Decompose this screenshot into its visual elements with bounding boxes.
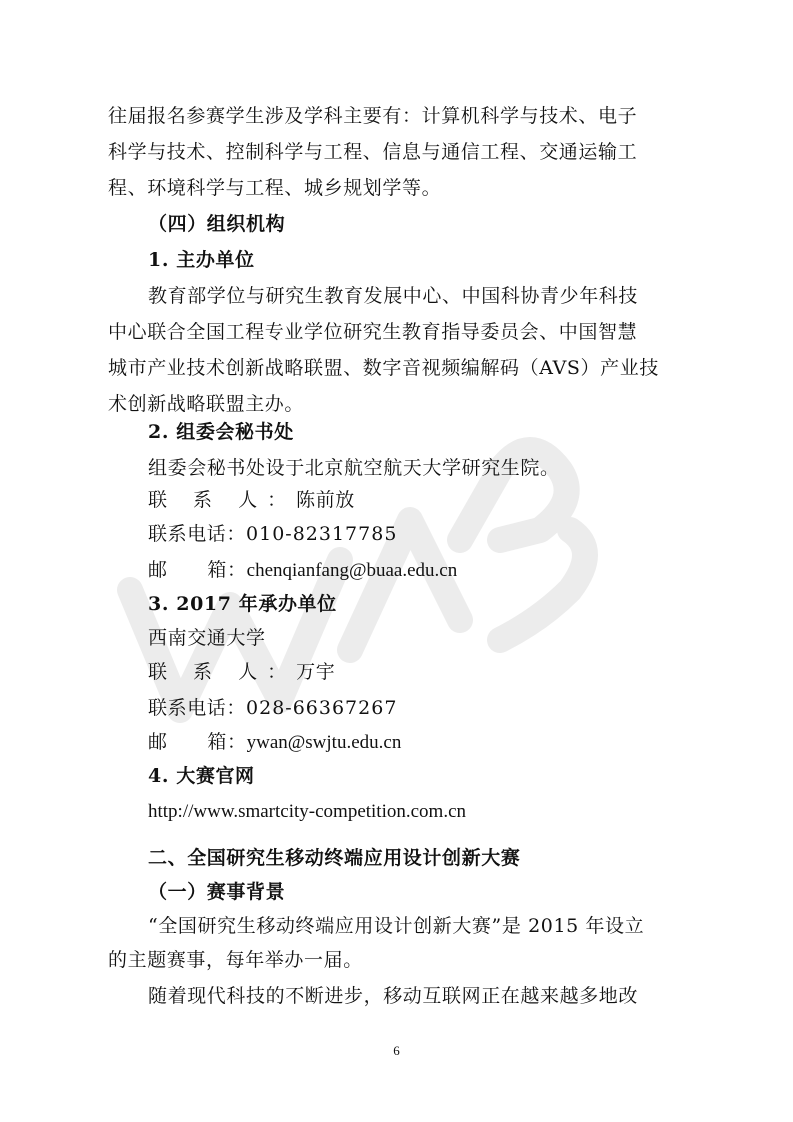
contact-value: 陈前放	[296, 489, 355, 511]
text-line: 中心联合全国工程专业学位研究生教育指导委员会、中国智慧	[108, 321, 638, 343]
email-value: chenqianfang@buaa.edu.cn	[246, 560, 458, 581]
text-line: 往届报名参赛学生涉及学科主要有：计算机科学与技术、电子	[108, 105, 638, 127]
page-number: 6	[393, 1043, 400, 1058]
text-line: 西南交通大学	[148, 627, 266, 649]
phone-value: 028-66367267	[246, 697, 398, 719]
email-label: 邮 箱：	[148, 731, 247, 753]
contact-row	[148, 660, 335, 684]
heading-secretariat: 2. 组委会秘书处	[148, 421, 294, 443]
email-value: ywan@swjtu.edu.cn	[246, 732, 402, 753]
email-label: 邮 箱：	[148, 559, 247, 581]
phone-label: 联系电话：	[148, 697, 247, 719]
contact-label: 联 系 人：	[148, 489, 297, 511]
contact-row	[148, 488, 355, 512]
heading-organization: （四）组织机构	[148, 213, 286, 235]
text-line: 科学与技术、控制科学与工程、信息与通信工程、交通运输工	[108, 141, 638, 163]
phone-row	[148, 522, 397, 546]
email-row	[148, 558, 457, 583]
email-row	[148, 730, 401, 755]
contact-value: 万宇	[296, 661, 336, 683]
text-line: 组委会秘书处设于北京航空航天大学研究生院。	[148, 457, 560, 479]
text-line: 术创新战略联盟主办。	[108, 393, 305, 415]
contact-label: 联 系 人：	[148, 661, 297, 683]
text-line: 程、环境科学与工程、城乡规划学等。	[108, 177, 442, 199]
phone-value: 010-82317785	[246, 523, 398, 545]
heading-website: 4. 大赛官网	[148, 765, 255, 787]
phone-row	[148, 696, 397, 720]
heading-host: 1. 主办单位	[148, 249, 255, 271]
phone-label: 联系电话：	[148, 523, 247, 545]
text-line: “全国研究生移动终端应用设计创新大赛”是 2015 年设立	[148, 915, 645, 937]
website-url: http://www.smartcity-competition.com.cn	[148, 801, 467, 822]
text-line: 随着现代科技的不断进步，移动互联网正在越来越多地改	[148, 985, 639, 1007]
text-line: 教育部学位与研究生教育发展中心、中国科协青少年科技	[148, 285, 639, 307]
text-line: 的主题赛事，每年举办一届。	[108, 949, 363, 971]
heading-background: （一）赛事背景	[148, 881, 286, 903]
heading-host-2017: 3. 2017 年承办单位	[148, 593, 337, 615]
text-line: 城市产业技术创新战略联盟、数字音视频编解码（AVS）产业技	[108, 357, 659, 379]
heading-section-2: 二、全国研究生移动终端应用设计创新大赛	[148, 847, 521, 869]
